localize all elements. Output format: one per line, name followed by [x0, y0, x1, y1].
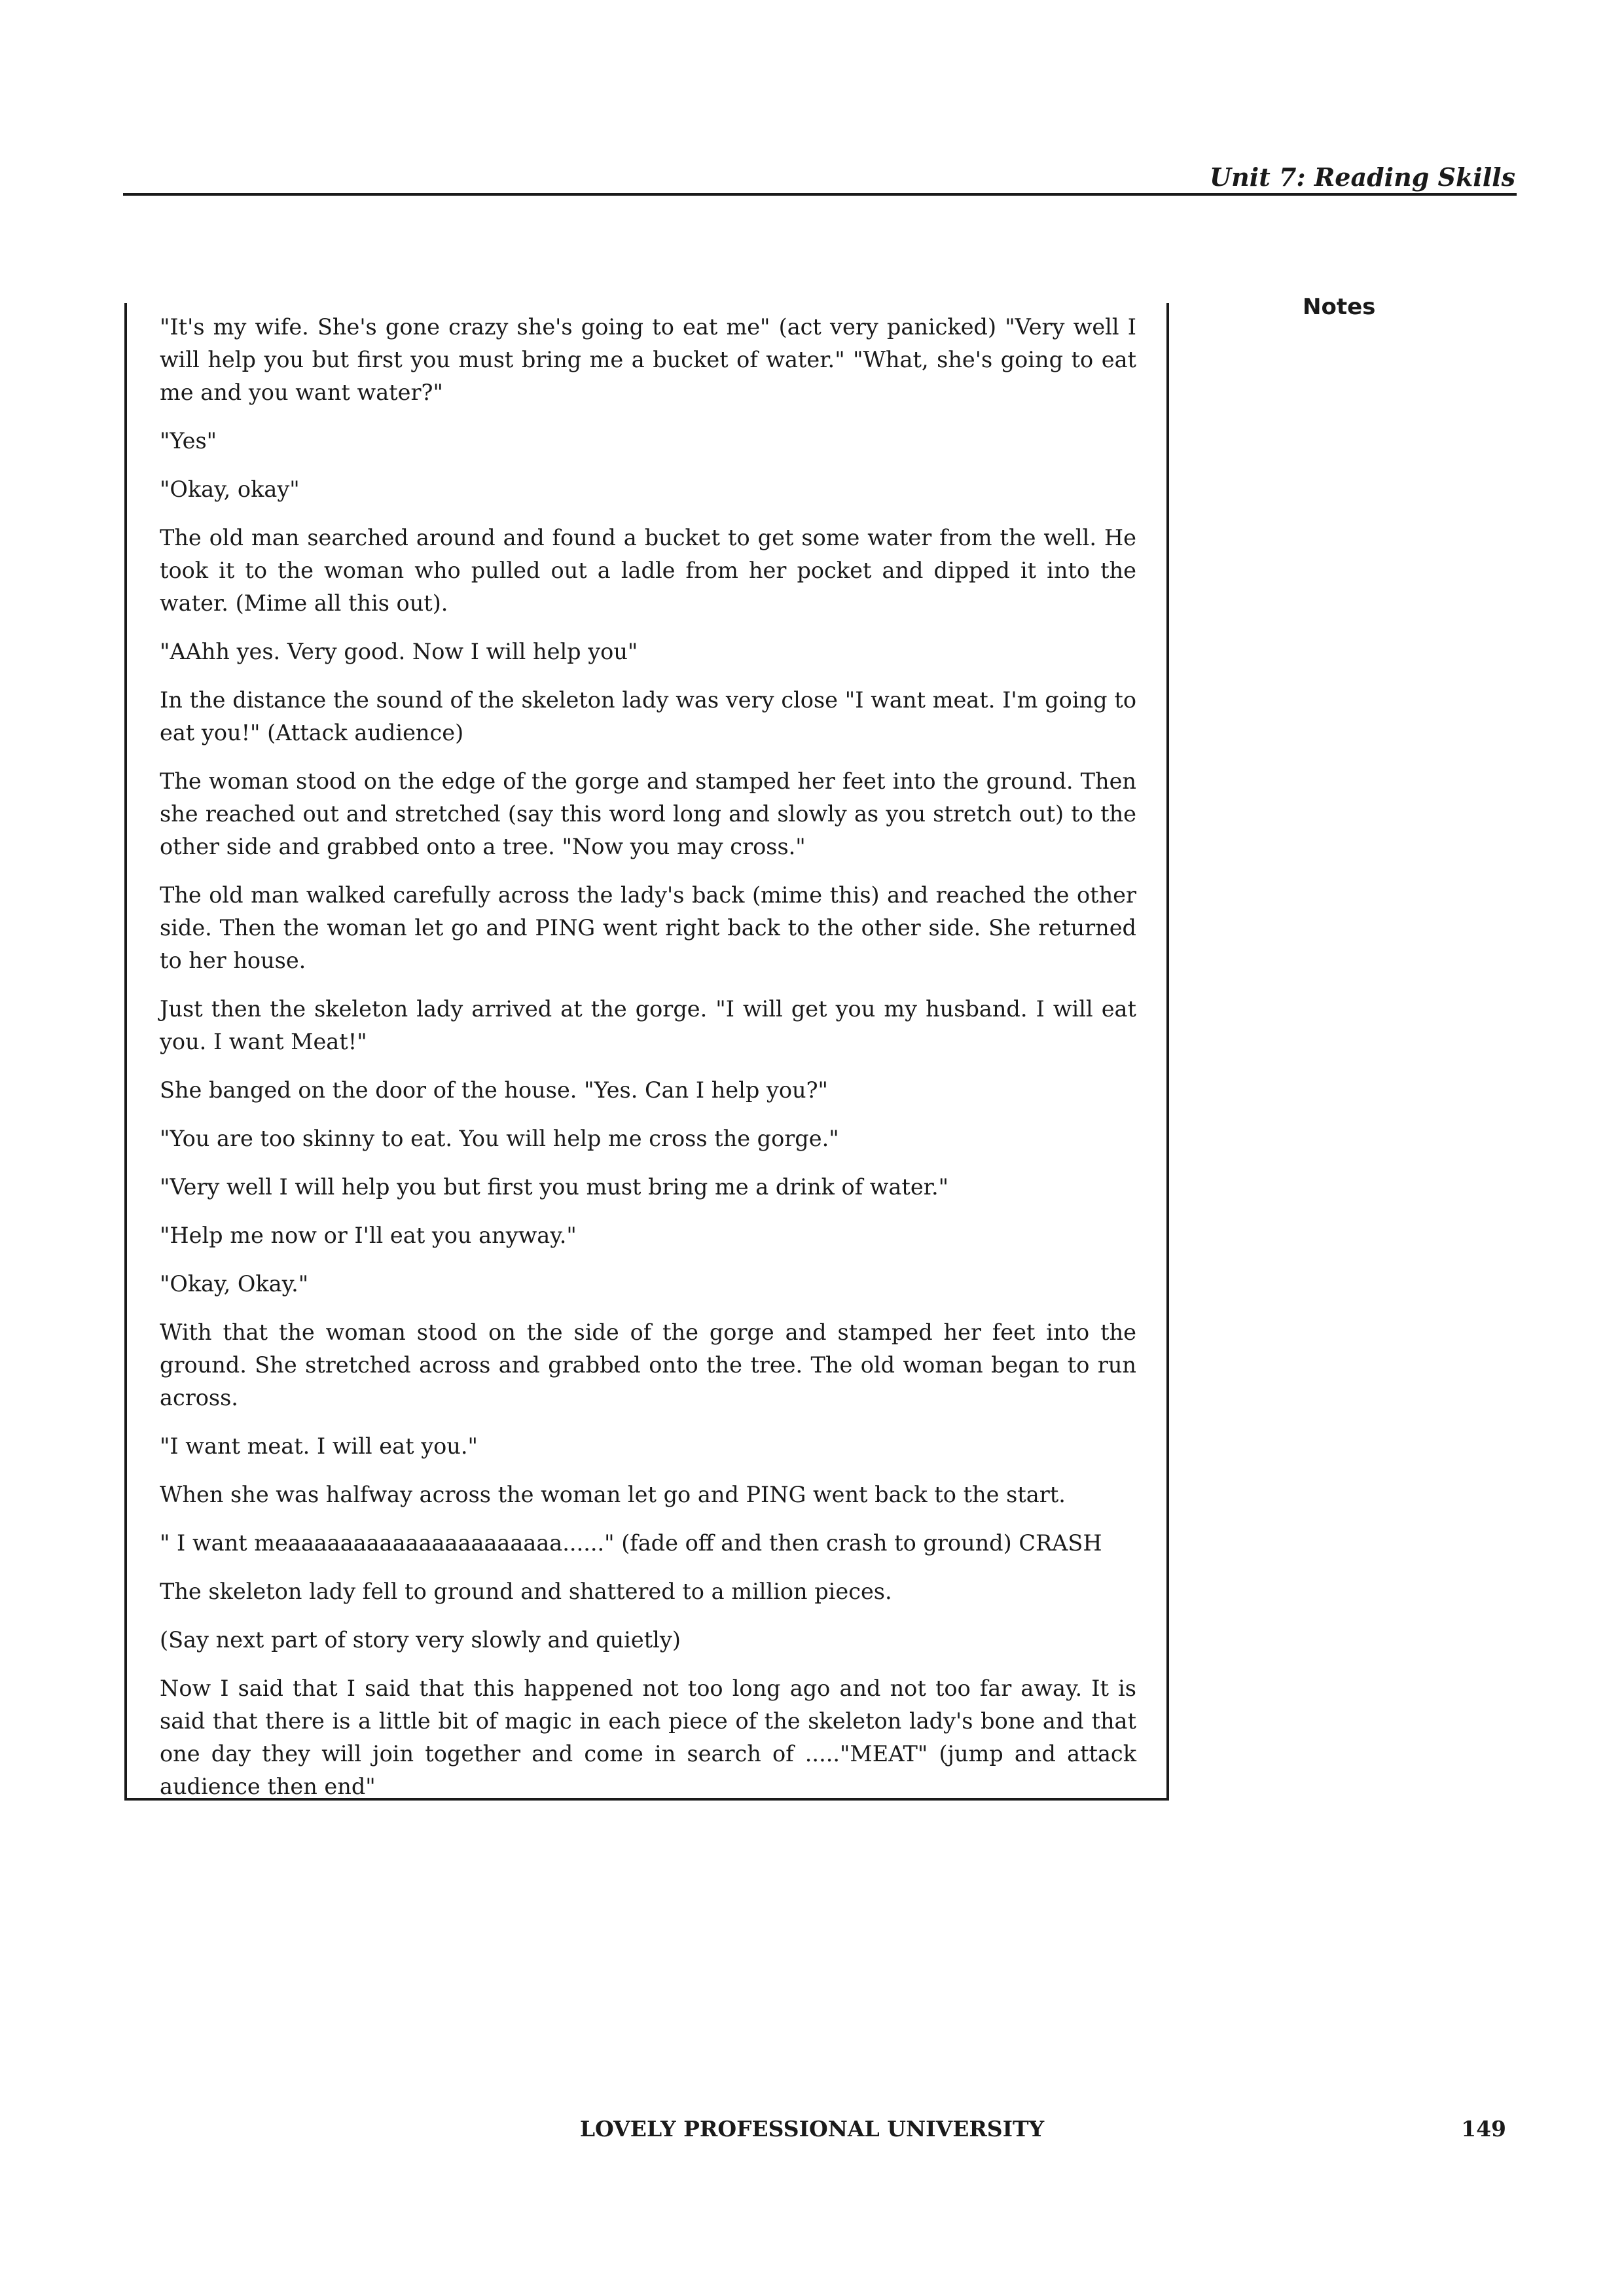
story-paragraph: Now I said that I said that this happened not too long ago and not too far away. It is said that there is a little bit of magic in each piece of the skeleton lady's bone and that one day they will join together and come in search of ....."MEAT" (jump and attack audience then end": [160, 1676, 1136, 1799]
story-paragraph: "You are too skinny to eat. You will help me cross the gorge.": [160, 1126, 839, 1151]
story-paragraph: "Very well I will help you but first you must bring me a drink of water.": [160, 1174, 949, 1200]
story-paragraph: " I want meaaaaaaaaaaaaaaaaaaaaa......" (fade off and then crash to ground) CRASH: [160, 1530, 1102, 1556]
story-paragraph: When she was halfway across the woman let go and PING went back to the start.: [160, 1482, 1066, 1507]
notes-label: Notes: [1303, 294, 1376, 320]
story-paragraph: "Help me now or I'll eat you anyway.": [160, 1223, 577, 1248]
story-paragraph: The woman stood on the edge of the gorge and stamped her feet into the ground. Then she reached out and stretched (say this word long and slowly as you stretch out) to the other side and grabbed onto a tree. "Now you may cross.": [160, 768, 1136, 859]
story-paragraph: She banged on the door of the house. "Yes. Can I help you?": [160, 1077, 828, 1103]
story-paragraph: "AAhh yes. Very good. Now I will help you": [160, 639, 638, 664]
story-paragraph: The old man searched around and found a bucket to get some water from the well. He took it to the woman who pulled out a ladle from her pocket and dipped it into the water. (Mime all this out).: [160, 525, 1136, 616]
header-rule: [123, 193, 1517, 196]
story-paragraph: "Okay, okay": [160, 476, 300, 502]
story-paragraph: "It's my wife. She's gone crazy she's going to eat me" (act very panicked) "Very well I will help you but first you must bring me a bucket of water." "What, she's going to eat me and you want water?": [160, 314, 1136, 405]
footer-university: LOVELY PROFESSIONAL UNIVERSITY: [579, 2116, 1045, 2142]
story-paragraph: Just then the skeleton lady arrived at the gorge. "I will get you my husband. I will eat you. I want Meat!": [160, 996, 1136, 1054]
story-paragraph: In the distance the sound of the skeleton lady was very close "I want meat. I'm going to eat you!" (Attack audience): [160, 687, 1136, 745]
story-paragraph: The skeleton lady fell to ground and shattered to a million pieces.: [160, 1579, 892, 1604]
story-box: [124, 303, 1169, 1801]
story-paragraph: "I want meat. I will eat you.": [160, 1433, 478, 1459]
story-paragraph: (Say next part of story very slowly and quietly): [160, 1627, 681, 1653]
story-paragraph: The old man walked carefully across the lady's back (mime this) and reached the other side. Then the woman let go and PING went right back to the other side. She returned to her house.: [160, 882, 1136, 973]
unit-title: Unit 7: Reading Skills: [1210, 162, 1515, 192]
page-number: 149: [1461, 2116, 1506, 2142]
story-paragraph: "Okay, Okay.": [160, 1271, 309, 1297]
story-paragraph: "Yes": [160, 428, 217, 454]
story-paragraph: With that the woman stood on the side of the gorge and stamped her feet into the ground. She stretched across and grabbed onto the tree. The old woman began to run across.: [160, 1319, 1136, 1410]
